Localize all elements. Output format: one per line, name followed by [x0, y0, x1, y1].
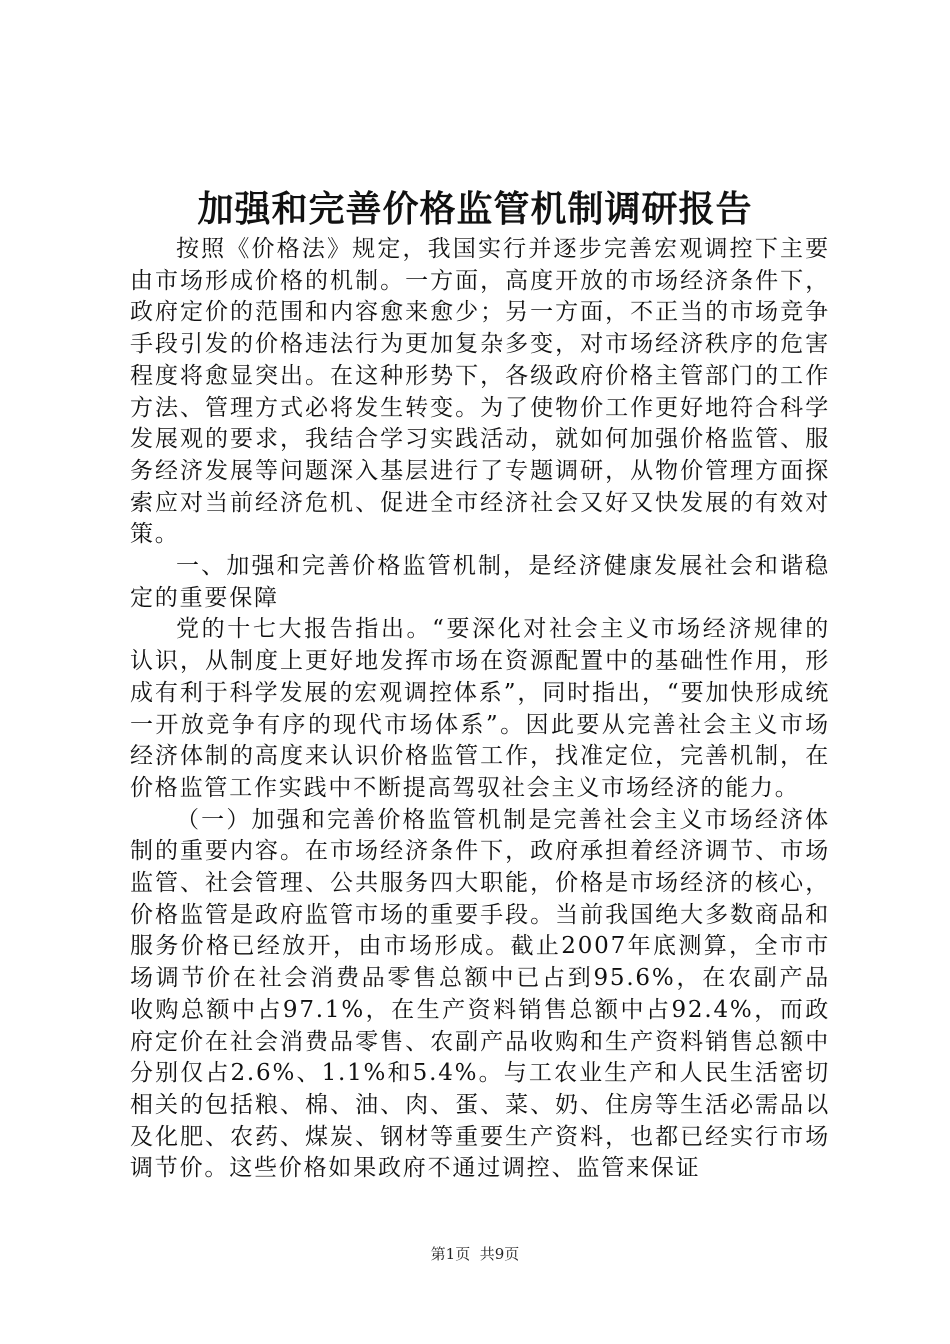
- paragraph-subsection-1: （一）加强和完善价格监管机制是完善社会主义市场经济体制的重要内容。在市场经济条件下，政府承担着经济调节、市场监管、社会管理、公共服务四大职能，价格是市场经济的核心，价格监管是政府监管市场的重要手段。当前我国绝大多数商品和服务价格已经放开，由市场形成。截止2007年底测算，全市市场调节价在社会消费品零售总额中已占到95.6%，在农副产品收购总额中占97.1%，在生产资料销售总额中占92.4%，而政府定价在社会消费品零售、农副产品收购和生产资料销售总额中分别仅占2.6%、1.1%和5.4%。与工农业生产和人民生活密切相关的包括粮、棉、油、肉、蛋、菜、奶、住房等生活必需品以及化肥、农药、煤炭、钢材等重要生产资料，也都已经实行市场调节价。这些价格如果政府不通过调控、监管来保证: [130, 806, 830, 1182]
- page-number: 第1页: [430, 1245, 471, 1263]
- document-title: 加强和完善价格监管机制调研报告: [197, 188, 753, 230]
- page-footer: [0, 1244, 950, 1264]
- document-body: [130, 234, 830, 1185]
- paragraph-party-report: 党的十七大报告指出。“要深化对社会主义市场经济规律的认识，从制度上更好地发挥市场在资源配置中的基础性作用，形成有利于科学发展的宏观调控体系”，同时指出，“要加快形成统一开放竞争有序的现代市场体系”。因此要从完善社会主义市场经济体制的高度来认识价格监管工作，找准定位，完善机制，在价格监管工作实践中不断提高驾驭社会主义市场经济的能力。: [130, 616, 830, 801]
- page-total: 共9页: [479, 1245, 520, 1263]
- section-heading-1: 一、加强和完善价格监管机制，是经济健康发展社会和谐稳定的重要保障: [130, 553, 830, 611]
- paragraph-intro: 按照《价格法》规定，我国实行并逐步完善宏观调控下主要由市场形成价格的机制。一方面，高度开放的市场经济条件下，政府定价的范围和内容愈来愈少；另一方面，不正当的市场竞争手段引发的价格违法行为更加复杂多变，对市场经济秩序的危害程度将愈显突出。在这种形势下，各级政府价格主管部门的工作方法、管理方式必将发生转变。为了使物价工作更好地符合科学发展观的要求，我结合学习实践活动，就如何加强价格监管、服务经济发展等问题深入基层进行了专题调研，从物价管理方面探索应对当前经济危机、促进全市经济社会又好又快发展的有效对策。: [130, 236, 830, 548]
- footer-spacer: [470, 1245, 480, 1263]
